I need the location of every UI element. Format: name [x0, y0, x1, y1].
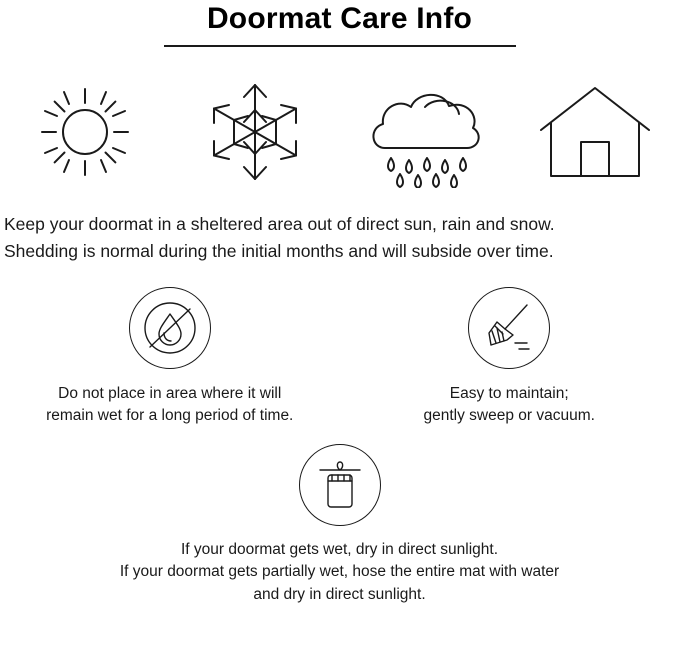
hanging-mat-icon: [299, 444, 381, 526]
tip-easy-maintain-caption: [424, 383, 595, 428]
house-icon: [533, 73, 657, 191]
tip-line-2: gently sweep or vacuum.: [423, 407, 595, 425]
intro-line-1: Keep your doormat in a sheltered area out of direct sun, rain and snow.: [4, 213, 555, 234]
weather-icon-row: [0, 69, 679, 191]
broom-icon: [468, 287, 550, 369]
intro-line-2: Shedding is normal during the initial months and will subside over time.: [4, 240, 554, 261]
intro-paragraph: [0, 211, 679, 265]
tip-line-3: and dry in direct sunlight.: [253, 585, 426, 603]
tip-easy-maintain: [340, 287, 679, 428]
page-title: Doormat Care Info: [206, 2, 473, 35]
tips-row: [0, 287, 679, 428]
rain-cloud-icon: [363, 73, 487, 191]
tip-line-1: If your doormat gets wet, dry in direct sunlight.: [180, 540, 499, 558]
title-block: [0, 0, 679, 47]
tip-line-1: Easy to maintain;: [449, 384, 569, 402]
snowflake-icon: [193, 73, 317, 191]
tip-drying: [0, 444, 679, 606]
title-divider: [164, 45, 516, 47]
tip-no-standing-water-caption: [46, 383, 293, 428]
tip-no-standing-water: [0, 287, 340, 428]
tip-line-2: If your doormat gets partially wet, hose the entire mat with water: [119, 563, 560, 581]
tip-line-2: remain wet for a long period of time.: [46, 407, 294, 425]
no-water-icon: [129, 287, 211, 369]
tip-line-1: Do not place in area where it will: [58, 384, 282, 402]
tip-drying-caption: [120, 539, 559, 606]
sun-icon: [23, 73, 147, 191]
